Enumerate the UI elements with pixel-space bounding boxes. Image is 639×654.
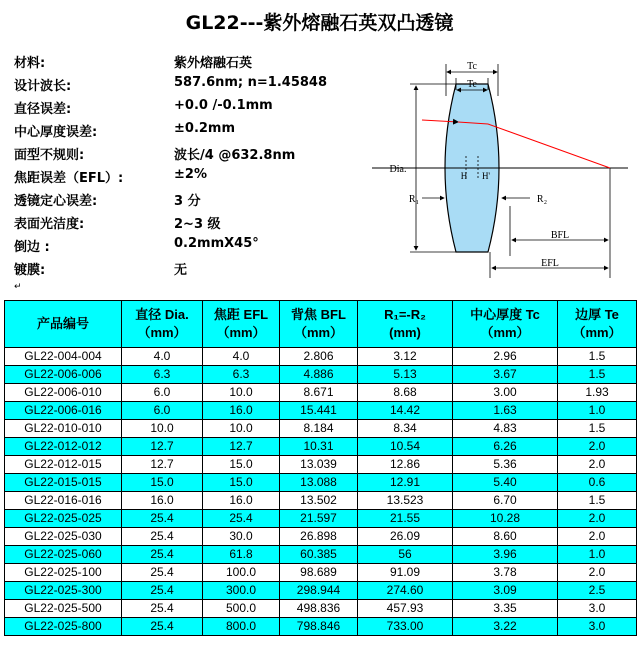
te-label: Te [467, 79, 477, 90]
product-code-cell: GL22-006-016 [5, 402, 122, 420]
table-cell: 8.60 [453, 528, 558, 546]
column-header [203, 301, 280, 348]
table-cell: 25.4 [122, 600, 203, 618]
table-row [5, 474, 637, 492]
table-row [5, 546, 637, 564]
table-row [5, 420, 637, 438]
table-cell: 56 [358, 546, 453, 564]
spec-label: 焦距误差（EFL）: [14, 171, 124, 186]
table-row [5, 618, 637, 636]
table-cell: 1.5 [558, 348, 637, 366]
column-header-label: 产品编号 [36, 316, 89, 331]
table-body [5, 348, 637, 636]
table-cell: 3.35 [453, 600, 558, 618]
table-cell: 798.846 [280, 618, 358, 636]
table-cell: 6.0 [122, 384, 203, 402]
column-header-unit: （mm） [293, 325, 344, 340]
table-cell: 6.70 [453, 492, 558, 510]
table-row [5, 438, 637, 456]
spec-value: 无 [174, 263, 188, 278]
table-cell: 3.78 [453, 564, 558, 582]
table-cell: 6.3 [122, 366, 203, 384]
column-header-label: 边厚 Te [575, 307, 619, 322]
table-cell: 457.93 [358, 600, 453, 618]
table-row [5, 582, 637, 600]
paragraph-mark: ↵ [14, 282, 22, 292]
column-header [5, 301, 122, 348]
table-cell: 6.0 [122, 402, 203, 420]
spec-value: 紫外熔融石英 [174, 56, 253, 71]
table-cell: 3.22 [453, 618, 558, 636]
spec-label: 中心厚度误差: [14, 125, 98, 140]
table-cell: 4.886 [280, 366, 358, 384]
table-row [5, 402, 637, 420]
table-cell: 500.0 [203, 600, 280, 618]
column-header-label: 背焦 BFL [291, 307, 346, 322]
table-cell: 498.836 [280, 600, 358, 618]
table-cell: 8.34 [358, 420, 453, 438]
spec-value: 0.2mmX45° [174, 236, 259, 251]
table-cell: 15.0 [122, 474, 203, 492]
table-cell: 6.26 [453, 438, 558, 456]
tc-label: Tc [467, 61, 477, 72]
spec-label: 镀膜: [14, 263, 46, 278]
column-header-label: 焦距 EFL [213, 307, 269, 322]
table-cell: 3.00 [453, 384, 558, 402]
table-cell: 12.7 [122, 456, 203, 474]
column-header [558, 301, 637, 348]
table-cell: 298.944 [280, 582, 358, 600]
table-row [5, 600, 637, 618]
table-cell: 21.597 [280, 510, 358, 528]
product-code-cell: GL22-012-012 [5, 438, 122, 456]
table-row [5, 510, 637, 528]
table-cell: 2.96 [453, 348, 558, 366]
table-cell: 733.00 [358, 618, 453, 636]
table-cell: 10.28 [453, 510, 558, 528]
table-cell: 8.184 [280, 420, 358, 438]
column-header-unit: （mm） [216, 325, 266, 340]
spec-value: ±0.2mm [174, 121, 236, 136]
product-code-cell: GL22-010-010 [5, 420, 122, 438]
table-cell: 6.3 [203, 366, 280, 384]
table-row [5, 492, 637, 510]
table-cell: 2.0 [558, 528, 637, 546]
spec-value: ±2% [174, 167, 207, 182]
column-header-unit: （mm） [480, 325, 530, 340]
table-cell: 3.09 [453, 582, 558, 600]
table-cell: 1.0 [558, 546, 637, 564]
table-cell: 8.671 [280, 384, 358, 402]
table-row [5, 348, 637, 366]
table-row [5, 564, 637, 582]
table-row [5, 384, 637, 402]
product-code-cell: GL22-025-100 [5, 564, 122, 582]
dia-label: Dia. [389, 164, 407, 175]
table-cell: 26.09 [358, 528, 453, 546]
table-cell: 12.86 [358, 456, 453, 474]
spec-label: 表面光洁度: [14, 217, 85, 232]
product-code-cell: GL22-006-006 [5, 366, 122, 384]
efl-label: EFL [541, 258, 559, 269]
table-cell: 12.7 [122, 438, 203, 456]
table-row [5, 528, 637, 546]
table-cell: 91.09 [358, 564, 453, 582]
product-code-cell: GL22-025-300 [5, 582, 122, 600]
table-cell: 5.36 [453, 456, 558, 474]
table-cell: 4.83 [453, 420, 558, 438]
table-cell: 5.40 [453, 474, 558, 492]
column-header-unit: （mm） [572, 325, 622, 340]
table-cell: 3.12 [358, 348, 453, 366]
r2-label: R₂ [536, 194, 548, 205]
table-cell: 5.13 [358, 366, 453, 384]
table-cell: 1.0 [558, 402, 637, 420]
spec-label: 直径误差: [14, 102, 72, 117]
table-cell: 12.7 [203, 438, 280, 456]
table-cell: 30.0 [203, 528, 280, 546]
product-code-cell: GL22-025-030 [5, 528, 122, 546]
table-cell: 25.4 [122, 528, 203, 546]
table-cell: 13.523 [358, 492, 453, 510]
lens-diagram [370, 56, 632, 280]
column-header-unit: (mm) [389, 325, 421, 340]
table-cell: 2.0 [558, 456, 637, 474]
table-cell: 10.0 [122, 420, 203, 438]
column-header-label: 直径 Dia. [135, 307, 189, 322]
table-cell: 2.806 [280, 348, 358, 366]
table-cell: 16.0 [122, 492, 203, 510]
table-cell: 0.6 [558, 474, 637, 492]
table-cell: 1.5 [558, 492, 637, 510]
spec-label: 面型不规则: [14, 148, 85, 163]
product-code-cell: GL22-025-800 [5, 618, 122, 636]
table-cell: 2.0 [558, 510, 637, 528]
table-cell: 800.0 [203, 618, 280, 636]
table-cell: 3.0 [558, 618, 637, 636]
product-code-cell: GL22-012-015 [5, 456, 122, 474]
spec-value: 2~3 级 [174, 217, 221, 232]
table-cell: 10.0 [203, 420, 280, 438]
bfl-label: BFL [550, 230, 570, 241]
product-code-cell: GL22-004-004 [5, 348, 122, 366]
product-code-cell: GL22-016-016 [5, 492, 122, 510]
table-cell: 10.0 [203, 384, 280, 402]
table-cell: 60.385 [280, 546, 358, 564]
table-row [5, 456, 637, 474]
table-cell: 25.4 [203, 510, 280, 528]
product-table [4, 300, 637, 636]
column-header [358, 301, 453, 348]
product-code-cell: GL22-006-010 [5, 384, 122, 402]
table-cell: 25.4 [122, 510, 203, 528]
product-code-cell: GL22-015-015 [5, 474, 122, 492]
table-cell: 61.8 [203, 546, 280, 564]
spec-label: 材料: [14, 56, 46, 71]
spec-value: 波长/4 @632.8nm [174, 148, 296, 163]
table-cell: 1.93 [558, 384, 637, 402]
table-cell: 15.0 [203, 456, 280, 474]
table-cell: 300.0 [203, 582, 280, 600]
table-cell: 13.088 [280, 474, 358, 492]
table-cell: 2.5 [558, 582, 637, 600]
table-cell: 16.0 [203, 492, 280, 510]
column-header-label: 中心厚度 Tc [470, 307, 540, 322]
table-cell: 25.4 [122, 582, 203, 600]
table-cell: 14.42 [358, 402, 453, 420]
spec-value: 587.6nm; n=1.45848 [174, 75, 328, 90]
table-cell: 98.689 [280, 564, 358, 582]
table-cell: 21.55 [358, 510, 453, 528]
h-label: H [460, 171, 468, 181]
table-cell: 10.54 [358, 438, 453, 456]
table-cell: 100.0 [203, 564, 280, 582]
table-cell: 15.0 [203, 474, 280, 492]
column-header-unit: （mm） [137, 325, 187, 340]
product-code-cell: GL22-025-500 [5, 600, 122, 618]
table-cell: 1.63 [453, 402, 558, 420]
spec-label: 设计波长: [14, 79, 72, 94]
column-header [280, 301, 358, 348]
column-header [122, 301, 203, 348]
table-cell: 274.60 [358, 582, 453, 600]
product-code-cell: GL22-025-060 [5, 546, 122, 564]
table-cell: 10.31 [280, 438, 358, 456]
table-cell: 1.5 [558, 420, 637, 438]
page-title: GL22---紫外熔融石英双凸透镜 [185, 12, 454, 34]
table-cell: 2.0 [558, 564, 637, 582]
hprime-label: H' [481, 171, 491, 181]
table-cell: 25.4 [122, 546, 203, 564]
table-cell: 3.0 [558, 600, 637, 618]
table-cell: 26.898 [280, 528, 358, 546]
spec-label: 透镜定心误差: [14, 194, 98, 209]
table-cell: 4.0 [122, 348, 203, 366]
table-cell: 13.039 [280, 456, 358, 474]
table-cell: 15.441 [280, 402, 358, 420]
table-cell: 3.67 [453, 366, 558, 384]
column-header [453, 301, 558, 348]
table-cell: 25.4 [122, 564, 203, 582]
spec-label: 倒边 : [14, 240, 50, 255]
product-code-cell: GL22-025-025 [5, 510, 122, 528]
table-cell: 12.91 [358, 474, 453, 492]
table-cell: 1.5 [558, 366, 637, 384]
table-cell: 2.0 [558, 438, 637, 456]
spec-value: 3 分 [174, 194, 201, 209]
table-cell: 4.0 [203, 348, 280, 366]
spec-value: +0.0 /-0.1mm [174, 98, 273, 113]
table-cell: 13.502 [280, 492, 358, 510]
table-cell: 3.96 [453, 546, 558, 564]
table-header-row [5, 301, 637, 348]
table-row [5, 366, 637, 384]
table-cell: 16.0 [203, 402, 280, 420]
column-header-label: R₁=-R₂ [384, 307, 426, 322]
table-cell: 25.4 [122, 618, 203, 636]
r1-label: R₁ [408, 194, 420, 205]
table-cell: 8.68 [358, 384, 453, 402]
